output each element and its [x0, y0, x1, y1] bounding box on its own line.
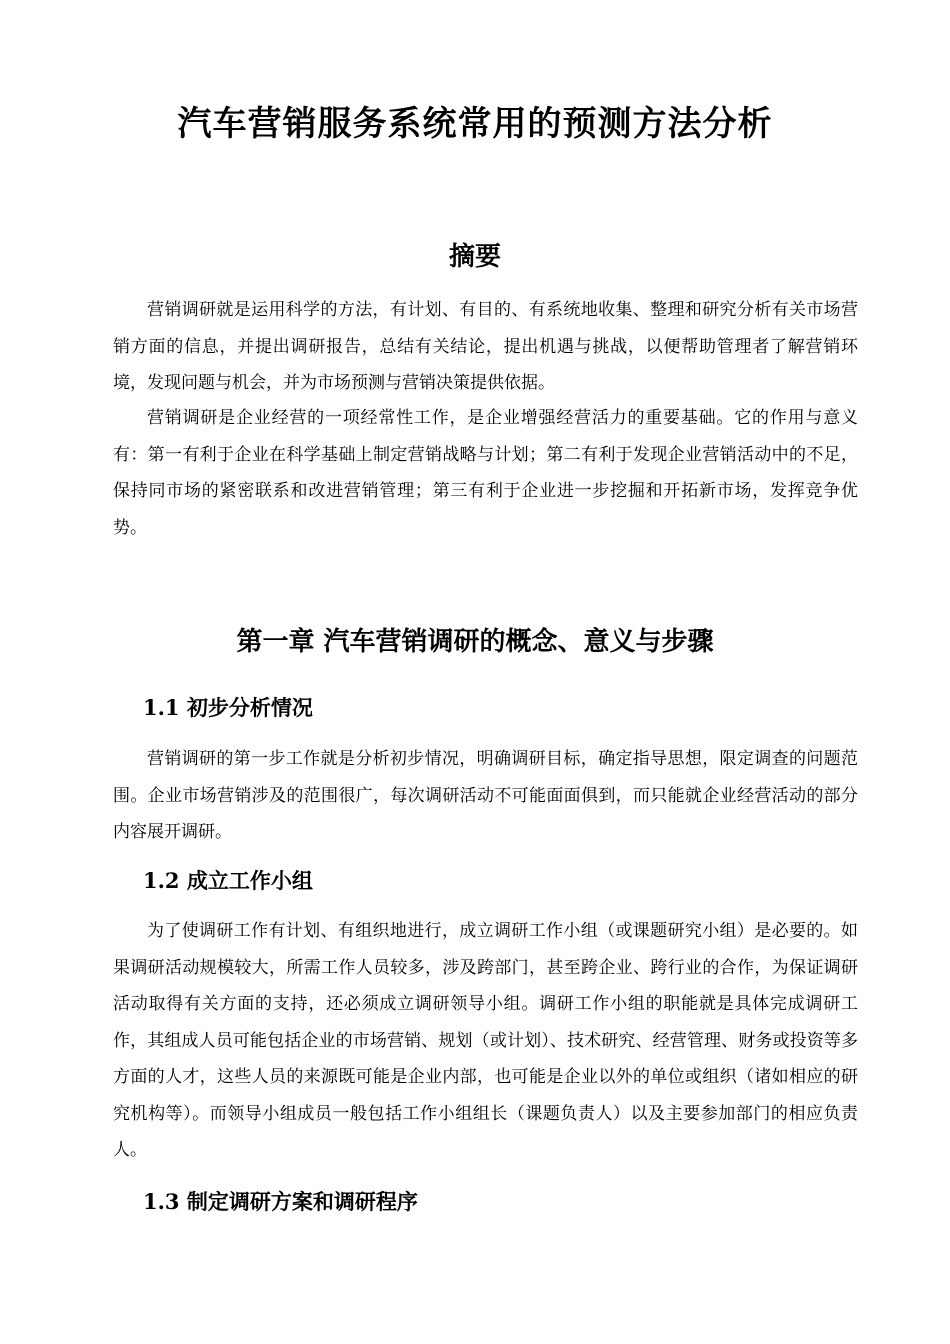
section-heading-1-2: 1.2 成立工作小组 [143, 868, 313, 893]
section-heading-1-1: 1.1 初步分析情况 [143, 695, 313, 720]
chapter-heading: 第一章 汽车营销调研的概念、意义与步骤 [236, 627, 714, 657]
section-heading-1-3: 1.3 制定调研方案和调研程序 [143, 1189, 418, 1214]
section-1-2-paragraph: 为了使调研工作有计划、有组织地进行，成立调研工作小组（或课题研究小组）是必要的。如果调研活动规模较大，所需工作人员较多，涉及跨部门，甚至跨企业、跨行业的合作，为保证调研活动取得有关方面的支持，还必须成立调研领导小组。调研工作小组的职能就是具体完成调研工作，其组成人员可能包括企业的市场营销、规划（或计划）、技术研究、经营管理、财务或投资等多方面的人才，这些人员的来源既可能是企业内部，也可能是企业以外的单位或组织（诸如相应的研究机构等）。而领导小组成员一般包括工作小组组长（课题负责人）以及主要参加部门的相应负责人。 [113, 921, 858, 1160]
abstract-paragraph-1: 营销调研就是运用科学的方法，有计划、有目的、有系统地收集、整理和研究分析有关市场营销方面的信息，并提出调研报告，总结有关结论，提出机遇与挑战，以便帮助管理者了解营销环境，发现问题与机会，并为市场预测与营销决策提供依据。 [113, 300, 858, 393]
abstract-heading: 摘要 [448, 242, 501, 272]
document-title: 汽车营销服务系统常用的预测方法分析 [177, 104, 773, 144]
section-1-1-paragraph: 营销调研的第一步工作就是分析初步情况，明确调研目标，确定指导思想，限定调查的问题范围。企业市场营销涉及的范围很广，每次调研活动不可能面面俱到，而只能就企业经营活动的部分内容展开调研。 [113, 749, 858, 842]
abstract-paragraph-2: 营销调研是企业经营的一项经常性工作，是企业增强经营活力的重要基础。它的作用与意义有：第一有利于企业在科学基础上制定营销战略与计划；第二有利于发现企业营销活动中的不足，保持同市场的紧密联系和改进营销管理；第三有利于企业进一步挖掘和开拓新市场，发挥竞争优势。 [113, 408, 858, 538]
